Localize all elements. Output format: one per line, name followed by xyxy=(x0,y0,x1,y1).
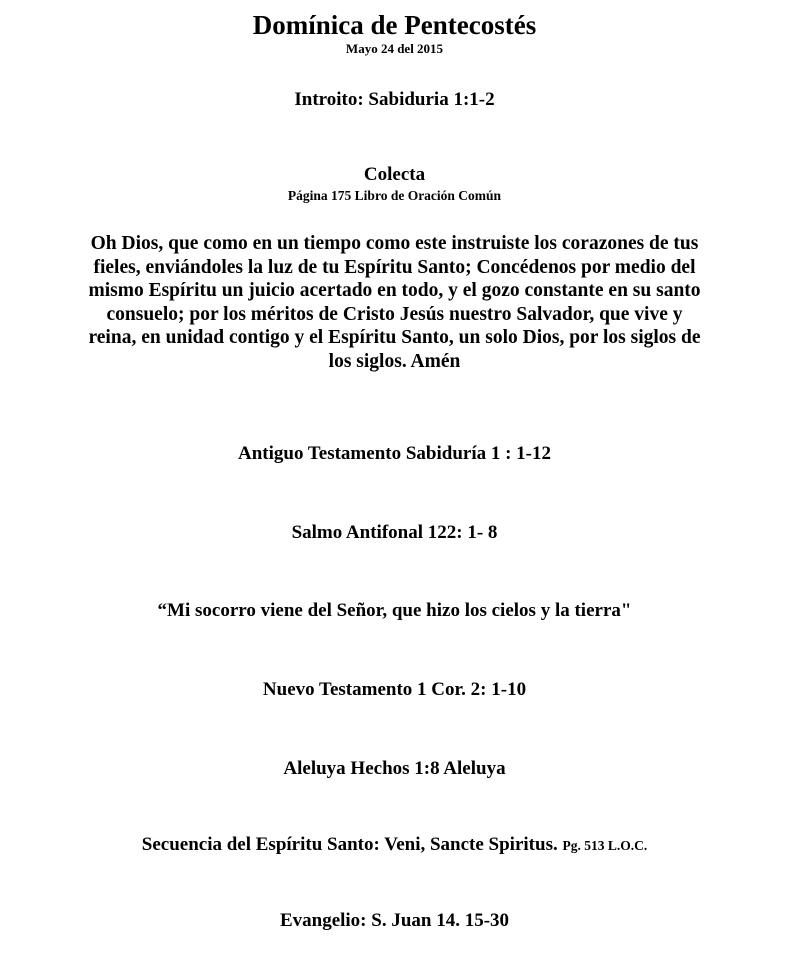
secuencia-text: Secuencia del Espíritu Santo: Veni, Sancte Spiritus. xyxy=(141,834,558,855)
nuevo-testamento-reading: Nuevo Testamento 1 Cor. 2: 1-10 xyxy=(262,679,527,700)
prayer-line: consuelo; por los méritos de Cristo Jesús nuestro Salvador, que vive y xyxy=(106,303,683,325)
aleluya-verse: Aleluya Hechos 1:8 Aleluya xyxy=(283,758,506,779)
prayer-line: mismo Espíritu un juicio acertado en todo, y el gozo constante en su santo xyxy=(88,280,701,301)
prayer-line: los siglos. Amén xyxy=(328,350,461,372)
prayer-line: fieles, enviándoles la luz de tu Espíritu Santo; Concédenos por medio del xyxy=(93,256,696,278)
colecta-page-reference: Página 175 Libro de Oración Común xyxy=(287,188,502,203)
salmo-antifonal-reading: Salmo Antifonal 122: 1- 8 xyxy=(291,522,498,543)
introito-heading: Introito: Sabiduria 1:1-2 xyxy=(294,89,495,110)
antiguo-testamento-reading: Antiguo Testamento Sabiduría 1 : 1-12 xyxy=(237,443,552,464)
colecta-prayer xyxy=(10,232,779,373)
prayer-line: reina, en unidad contigo y el Espíritu Santo, un solo Dios, por los siglos de xyxy=(88,327,701,348)
antiphon-quote: “Mi socorro viene del Señor, que hizo los cielos y la tierra" xyxy=(157,600,632,621)
secuencia-page-reference: Pg. 513 L.O.C. xyxy=(562,838,648,853)
secuencia-line xyxy=(0,835,789,854)
service-date: Mayo 24 del 2015 xyxy=(345,41,444,56)
colecta-heading: Colecta xyxy=(363,164,426,185)
evangelio-reading: Evangelio: S. Juan 14. 15-30 xyxy=(279,910,510,931)
page-title: Domínica de Pentecostés xyxy=(252,10,537,40)
prayer-line: Oh Dios, que como en un tiempo como este instruiste los corazones de tus xyxy=(90,233,699,254)
